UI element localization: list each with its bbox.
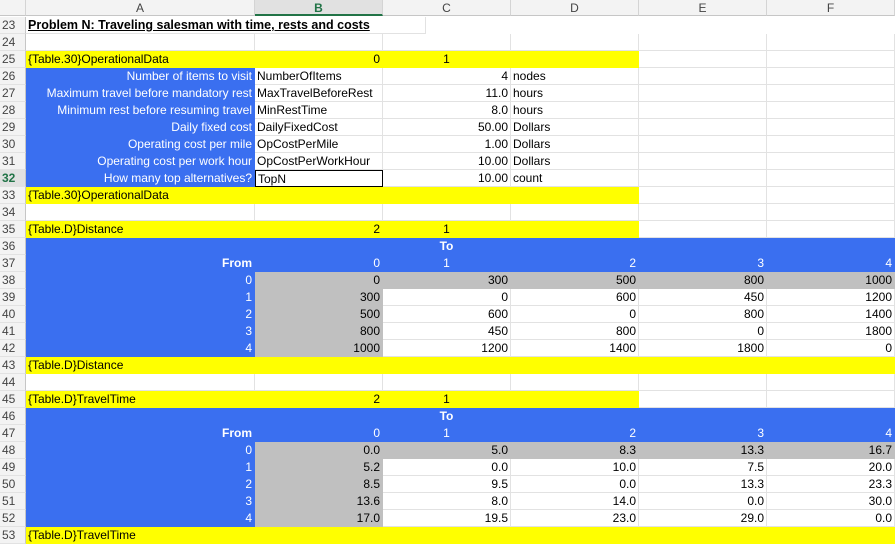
cell[interactable] xyxy=(767,136,895,153)
cell[interactable] xyxy=(26,408,255,425)
cell[interactable] xyxy=(383,527,511,544)
row-number[interactable]: 28 xyxy=(0,102,26,119)
matrix-cell[interactable]: 300 xyxy=(383,272,511,289)
cell[interactable] xyxy=(511,527,639,544)
row-number[interactable]: 27 xyxy=(0,85,26,102)
cell[interactable] xyxy=(639,187,767,204)
row-52 xyxy=(0,510,895,527)
column-header-f[interactable]: F xyxy=(767,0,895,16)
row-24 xyxy=(0,34,895,51)
cell[interactable] xyxy=(26,34,255,51)
column-header-c[interactable]: C xyxy=(383,0,511,16)
row-number[interactable]: 35 xyxy=(0,221,26,238)
row-51 xyxy=(0,493,895,510)
row-number[interactable]: 49 xyxy=(0,459,26,476)
cell[interactable] xyxy=(639,153,767,170)
row-number[interactable]: 33 xyxy=(0,187,26,204)
cell[interactable] xyxy=(383,357,511,374)
matrix-cell[interactable]: 600 xyxy=(383,306,511,323)
cell[interactable] xyxy=(767,85,895,102)
row-number-selected[interactable]: 32 xyxy=(0,170,26,187)
from-header[interactable]: From xyxy=(26,255,255,272)
name-cell[interactable]: OpCostPerMile xyxy=(255,136,383,153)
matrix-cell[interactable]: 30.0 xyxy=(767,493,895,510)
row-number[interactable]: 24 xyxy=(0,34,26,51)
cell[interactable] xyxy=(767,119,895,136)
matrix-cell[interactable]: 8.0 xyxy=(383,493,511,510)
cell[interactable] xyxy=(511,51,639,68)
row-number[interactable]: 29 xyxy=(0,119,26,136)
cell[interactable] xyxy=(511,408,639,425)
value-cell[interactable]: 1.00 xyxy=(383,136,511,153)
cell[interactable] xyxy=(255,408,383,425)
cell[interactable] xyxy=(767,187,895,204)
cell[interactable] xyxy=(511,204,639,221)
matrix-cell[interactable]: 450 xyxy=(383,323,511,340)
label-cell[interactable]: Maximum travel before mandatory rest xyxy=(26,85,255,102)
row-number[interactable]: 42 xyxy=(0,340,26,357)
value-cell[interactable]: 11.0 xyxy=(383,85,511,102)
col-index[interactable]: 2 xyxy=(511,255,639,272)
matrix-cell[interactable]: 1800 xyxy=(767,323,895,340)
matrix-cell[interactable]: 5.2 xyxy=(255,459,383,476)
cell[interactable] xyxy=(639,357,767,374)
cell[interactable] xyxy=(639,34,767,51)
row-number[interactable]: 47 xyxy=(0,425,26,442)
cell[interactable] xyxy=(767,408,895,425)
column-header-d[interactable]: D xyxy=(511,0,639,16)
row-29 xyxy=(0,119,895,136)
cell[interactable] xyxy=(767,153,895,170)
row-48 xyxy=(0,442,895,459)
cell[interactable] xyxy=(639,68,767,85)
row-index[interactable]: 3 xyxy=(26,323,255,340)
matrix-cell[interactable]: 0 xyxy=(767,340,895,357)
row-index[interactable]: 4 xyxy=(26,340,255,357)
matrix-cell[interactable]: 0.0 xyxy=(255,442,383,459)
col-index[interactable]: 1 xyxy=(383,255,511,272)
cell[interactable]: 0 xyxy=(255,51,383,68)
cell[interactable] xyxy=(383,374,511,391)
row-44 xyxy=(0,374,895,391)
matrix-cell[interactable]: 1000 xyxy=(767,272,895,289)
matrix-cell[interactable]: 500 xyxy=(255,306,383,323)
col-index[interactable]: 2 xyxy=(511,425,639,442)
row-31 xyxy=(0,153,895,170)
row-number[interactable]: 38 xyxy=(0,272,26,289)
row-34 xyxy=(0,204,895,221)
unit-cell[interactable]: Dollars xyxy=(511,153,639,170)
row-43 xyxy=(0,357,895,374)
matrix-cell[interactable]: 0 xyxy=(383,289,511,306)
matrix-cell[interactable]: 8.3 xyxy=(511,442,639,459)
row-index[interactable]: 2 xyxy=(26,476,255,493)
cell[interactable] xyxy=(255,34,383,51)
matrix-cell[interactable]: 9.5 xyxy=(383,476,511,493)
cell[interactable] xyxy=(26,204,255,221)
table-tag-cell[interactable]: {Table.30}OperationalData xyxy=(26,51,255,68)
col-index[interactable]: 0 xyxy=(255,425,383,442)
to-header[interactable]: To xyxy=(383,238,511,255)
row-40 xyxy=(0,306,895,323)
matrix-cell[interactable]: 23.0 xyxy=(511,510,639,527)
row-number[interactable]: 23 xyxy=(0,17,26,34)
cell[interactable] xyxy=(255,527,383,544)
column-header-e[interactable]: E xyxy=(639,0,767,16)
cell[interactable]: 1 xyxy=(383,391,511,408)
value-cell[interactable]: 10.00 xyxy=(383,170,511,187)
row-number[interactable]: 37 xyxy=(0,255,26,272)
matrix-cell[interactable]: 17.0 xyxy=(255,510,383,527)
row-number[interactable]: 53 xyxy=(0,527,26,544)
row-35 xyxy=(0,221,895,238)
row-number[interactable]: 46 xyxy=(0,408,26,425)
label-cell[interactable]: Number of items to visit xyxy=(26,68,255,85)
unit-cell[interactable]: hours xyxy=(511,85,639,102)
from-header[interactable]: From xyxy=(26,425,255,442)
label-cell[interactable]: Operating cost per mile xyxy=(26,136,255,153)
row-26 xyxy=(0,68,895,85)
col-index[interactable]: 0 xyxy=(255,255,383,272)
cell[interactable] xyxy=(639,204,767,221)
matrix-cell[interactable]: 20.0 xyxy=(767,459,895,476)
matrix-cell[interactable]: 7.5 xyxy=(639,459,767,476)
cell[interactable] xyxy=(639,408,767,425)
matrix-cell[interactable]: 1800 xyxy=(639,340,767,357)
cell[interactable] xyxy=(639,391,767,408)
value-cell[interactable]: 4 xyxy=(383,68,511,85)
cell[interactable] xyxy=(255,357,383,374)
cell[interactable] xyxy=(639,119,767,136)
row-30 xyxy=(0,136,895,153)
matrix-cell[interactable]: 0.0 xyxy=(511,476,639,493)
row-47 xyxy=(0,425,895,442)
cell[interactable] xyxy=(767,357,895,374)
matrix-cell[interactable]: 0.0 xyxy=(639,493,767,510)
col-index[interactable]: 4 xyxy=(767,425,895,442)
row-42 xyxy=(0,340,895,357)
table-tag-cell[interactable]: {Table.D}TravelTime xyxy=(26,391,255,408)
row-number[interactable]: 51 xyxy=(0,493,26,510)
row-45 xyxy=(0,391,895,408)
row-index[interactable]: 3 xyxy=(26,493,255,510)
cell[interactable] xyxy=(639,238,767,255)
matrix-cell[interactable]: 800 xyxy=(639,306,767,323)
matrix-cell[interactable]: 1400 xyxy=(767,306,895,323)
table-tag-cell[interactable]: {Table.D}TravelTime xyxy=(26,527,255,544)
matrix-cell[interactable]: 13.3 xyxy=(639,476,767,493)
row-41 xyxy=(0,323,895,340)
matrix-cell[interactable]: 13.3 xyxy=(639,442,767,459)
unit-cell[interactable]: nodes xyxy=(511,68,639,85)
col-index[interactable]: 1 xyxy=(383,425,511,442)
cell[interactable] xyxy=(511,357,639,374)
matrix-cell[interactable]: 5.0 xyxy=(383,442,511,459)
cell[interactable] xyxy=(767,68,895,85)
cell[interactable] xyxy=(511,187,639,204)
row-number[interactable]: 50 xyxy=(0,476,26,493)
selected-cell[interactable]: TopN xyxy=(255,170,383,187)
col-index[interactable]: 3 xyxy=(639,425,767,442)
column-headers xyxy=(0,0,895,17)
name-cell[interactable]: DailyFixedCost xyxy=(255,119,383,136)
matrix-cell[interactable]: 0.0 xyxy=(383,459,511,476)
matrix-cell[interactable]: 800 xyxy=(255,323,383,340)
cell[interactable] xyxy=(767,527,895,544)
matrix-cell[interactable]: 300 xyxy=(255,289,383,306)
value-cell[interactable]: 10.00 xyxy=(383,153,511,170)
column-header-b[interactable]: B xyxy=(255,0,383,16)
cell[interactable] xyxy=(639,85,767,102)
cell[interactable] xyxy=(383,34,511,51)
matrix-cell[interactable]: 19.5 xyxy=(383,510,511,527)
label-cell[interactable]: How many top alternatives? xyxy=(26,170,255,187)
row-index[interactable]: 0 xyxy=(26,272,255,289)
cell[interactable] xyxy=(767,170,895,187)
matrix-cell[interactable]: 1000 xyxy=(255,340,383,357)
label-cell[interactable]: Daily fixed cost xyxy=(26,119,255,136)
cell[interactable] xyxy=(767,374,895,391)
sheet-title[interactable]: Problem N: Traveling salesman with time, rests and costs xyxy=(26,17,426,34)
matrix-cell[interactable]: 10.0 xyxy=(511,459,639,476)
cell[interactable] xyxy=(511,374,639,391)
name-cell[interactable]: MinRestTime xyxy=(255,102,383,119)
cell[interactable] xyxy=(639,136,767,153)
cell[interactable] xyxy=(767,34,895,51)
row-number[interactable]: 25 xyxy=(0,51,26,68)
cell[interactable] xyxy=(639,527,767,544)
row-number[interactable]: 45 xyxy=(0,391,26,408)
matrix-cell[interactable]: 0 xyxy=(639,323,767,340)
cell[interactable] xyxy=(639,170,767,187)
col-index[interactable]: 3 xyxy=(639,255,767,272)
cell[interactable] xyxy=(383,204,511,221)
row-index[interactable]: 1 xyxy=(26,459,255,476)
name-cell[interactable]: NumberOfItems xyxy=(255,68,383,85)
cell[interactable] xyxy=(26,374,255,391)
cell[interactable] xyxy=(767,51,895,68)
table-tag-cell[interactable]: {Table.30}OperationalData xyxy=(26,187,255,204)
value-cell[interactable]: 8.0 xyxy=(383,102,511,119)
value-cell[interactable]: 50.00 xyxy=(383,119,511,136)
matrix-cell[interactable]: 16.7 xyxy=(767,442,895,459)
matrix-cell[interactable]: 0 xyxy=(511,306,639,323)
matrix-cell[interactable]: 450 xyxy=(639,289,767,306)
row-index[interactable]: 4 xyxy=(26,510,255,527)
cell[interactable] xyxy=(767,238,895,255)
select-all-corner[interactable] xyxy=(0,0,26,16)
cell[interactable] xyxy=(255,374,383,391)
cell[interactable] xyxy=(767,221,895,238)
matrix-cell[interactable]: 800 xyxy=(511,323,639,340)
unit-cell[interactable]: hours xyxy=(511,102,639,119)
table-tag-cell[interactable]: {Table.D}Distance xyxy=(26,221,255,238)
row-33 xyxy=(0,187,895,204)
cell[interactable] xyxy=(255,238,383,255)
cell[interactable]: 2 xyxy=(255,391,383,408)
row-32 xyxy=(0,170,895,187)
matrix-cell[interactable]: 14.0 xyxy=(511,493,639,510)
row-28 xyxy=(0,102,895,119)
matrix-cell[interactable]: 0.0 xyxy=(767,510,895,527)
row-number[interactable]: 36 xyxy=(0,238,26,255)
column-header-a[interactable]: A xyxy=(26,0,255,16)
cell[interactable]: 2 xyxy=(255,221,383,238)
matrix-cell[interactable]: 1200 xyxy=(383,340,511,357)
cell[interactable] xyxy=(511,34,639,51)
to-header[interactable]: To xyxy=(383,408,511,425)
matrix-cell[interactable]: 1200 xyxy=(767,289,895,306)
row-index[interactable]: 1 xyxy=(26,289,255,306)
row-53 xyxy=(0,527,895,544)
row-39 xyxy=(0,289,895,306)
matrix-cell[interactable]: 500 xyxy=(511,272,639,289)
row-36 xyxy=(0,238,895,255)
cell[interactable] xyxy=(255,204,383,221)
matrix-cell[interactable]: 1400 xyxy=(511,340,639,357)
matrix-cell[interactable]: 23.3 xyxy=(767,476,895,493)
cell[interactable] xyxy=(511,238,639,255)
matrix-cell[interactable]: 13.6 xyxy=(255,493,383,510)
row-index[interactable]: 2 xyxy=(26,306,255,323)
row-27 xyxy=(0,85,895,102)
cell[interactable] xyxy=(767,391,895,408)
row-49 xyxy=(0,459,895,476)
row-number[interactable]: 34 xyxy=(0,204,26,221)
row-index[interactable]: 0 xyxy=(26,442,255,459)
row-number[interactable]: 52 xyxy=(0,510,26,527)
row-23 xyxy=(0,17,426,34)
cell[interactable] xyxy=(767,102,895,119)
row-number[interactable]: 30 xyxy=(0,136,26,153)
row-number[interactable]: 43 xyxy=(0,357,26,374)
matrix-cell[interactable]: 8.5 xyxy=(255,476,383,493)
col-index[interactable]: 4 xyxy=(767,255,895,272)
name-cell[interactable]: OpCostPerWorkHour xyxy=(255,153,383,170)
cell[interactable]: 1 xyxy=(383,221,511,238)
cell[interactable] xyxy=(255,187,383,204)
row-number[interactable]: 39 xyxy=(0,289,26,306)
label-cell[interactable]: Operating cost per work hour xyxy=(26,153,255,170)
cell[interactable] xyxy=(26,238,255,255)
row-number[interactable]: 26 xyxy=(0,68,26,85)
unit-cell[interactable]: Dollars xyxy=(511,119,639,136)
matrix-cell[interactable]: 600 xyxy=(511,289,639,306)
name-cell[interactable]: MaxTravelBeforeRest xyxy=(255,85,383,102)
row-38 xyxy=(0,272,895,289)
row-25 xyxy=(0,51,895,68)
cell[interactable]: 1 xyxy=(383,51,511,68)
cell[interactable] xyxy=(639,221,767,238)
cell[interactable] xyxy=(639,51,767,68)
unit-cell[interactable]: count xyxy=(511,170,639,187)
cell[interactable] xyxy=(383,187,511,204)
row-50 xyxy=(0,476,895,493)
row-46 xyxy=(0,408,895,425)
row-number[interactable]: 40 xyxy=(0,306,26,323)
row-number[interactable]: 31 xyxy=(0,153,26,170)
cell[interactable] xyxy=(767,204,895,221)
table-tag-cell[interactable]: {Table.D}Distance xyxy=(26,357,255,374)
matrix-cell[interactable]: 0 xyxy=(255,272,383,289)
row-number[interactable]: 48 xyxy=(0,442,26,459)
cell[interactable] xyxy=(511,391,639,408)
label-cell[interactable]: Minimum rest before resuming travel xyxy=(26,102,255,119)
row-number[interactable]: 41 xyxy=(0,323,26,340)
cell[interactable] xyxy=(639,374,767,391)
row-37 xyxy=(0,255,895,272)
row-number[interactable]: 44 xyxy=(0,374,26,391)
unit-cell[interactable]: Dollars xyxy=(511,136,639,153)
cell[interactable] xyxy=(511,221,639,238)
matrix-cell[interactable]: 29.0 xyxy=(639,510,767,527)
matrix-cell[interactable]: 800 xyxy=(639,272,767,289)
cell[interactable] xyxy=(639,102,767,119)
